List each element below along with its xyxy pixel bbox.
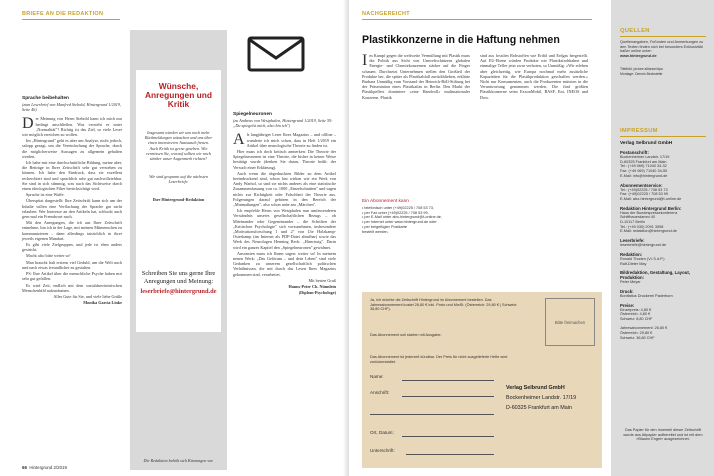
paragraph: Ich habe mir eine durchschnittliche Bildung, meine aber, die Beiträge in Ihrer Zeitschrift sehr gut verstehen zu können. Ich habe den Eindruck, dass sie exzellent recherchiert sind und sprachlich sehr gut nachvollziehbar. Sie sind in sich stimmig, was auch das Sichtweise durch einen ideologischen Filter berücksichtigt wird. <box>22 160 122 192</box>
order-postcard <box>362 292 602 468</box>
imprint-text: Tel.: (+49)02225 / 708 53 73 Fax: (+49)02225 / 708 53 99 E-Mail: abo-hintergrund@t-online.de <box>620 187 682 201</box>
postcard-start-text: Das Abonnement soll starten mit Ausgabe: <box>370 333 442 337</box>
subscription-item: • per beigefügter Postkarte <box>362 224 408 229</box>
paragraph: er Meinung von Herrn Siebold kann ich mich nur bedingt anschließen. Was versteht er unter „Normalität"? Richtig ist das Ziel, so viele Leser wie möglich erreichen zu wollen. <box>22 116 122 138</box>
imprint-text: Peter Meyer <box>620 280 641 285</box>
address-field-2[interactable] <box>370 414 494 415</box>
name-field[interactable] <box>402 380 494 381</box>
page-footer <box>22 465 67 470</box>
callout-title: Wünsche, Anregungen und Kritik <box>145 81 212 109</box>
letter-2-signature: Hanns-Peter Ch. Nünnlein <box>288 284 336 290</box>
paragraph: Ansonsten muss ich Ihnen sagen: weiter so! In meinem neuen Werk: „Das Geförum – und dein Leben" sind viele Gedanken zu unserem gesellschaftlich politischen Verhältnissen, die mit durch das Lesen Ihres Magazins gekommen sind, verarbeitet. <box>233 250 336 277</box>
field-label-date: Ort, Datum: <box>370 430 394 435</box>
letter-2-signature-role: (Diplom-Psychologe) <box>298 290 336 296</box>
right-page <box>349 0 714 476</box>
letter-2 <box>233 112 336 297</box>
stamp-area: Bitte freimachen <box>545 298 595 346</box>
letter-1 <box>22 96 122 306</box>
imprint-heading: Bildredaktion, Gestaltung, Layout, Produktion: <box>620 270 690 281</box>
paragraph: Man braucht halt erstens viel Geduld, um die Welt nach und nach etwas freundlicher zu gestalten. <box>22 259 122 270</box>
article-column-2 <box>480 53 588 100</box>
subscription-end: bestellt werden. <box>362 229 389 234</box>
callout-body-2: Wir sind gespannt auf die nächsten Leserbriefe. <box>149 174 208 185</box>
section-rule <box>22 19 120 20</box>
callout-note: Die Redaktion behält sich Kürzungen vor. <box>143 458 214 463</box>
imprint-heading: Postanschrift: <box>620 150 649 155</box>
paragraph: Sprache ist eine Waffe. <box>26 192 65 198</box>
postcard-address-city: D-60325 Frankfurt am Main <box>506 405 572 411</box>
article-text-1: m Kampf gegen die weltweite Vermüllung mit Plastik muss die Politik aus Sicht von Umweltschützern globalen Energie- und Chemiekonzernen stärker auf die Finger schauen. Durchsetzt Unternehmen stellen den Großteil der Produkte her, die später als Plastikabfall zurückblieben, erklärte Barbara Unmüßig vom Vorstand der Heinrich-Böll-Stiftung bei der Präsentation eines Plastikatlas in Berlin. Den Markt der Plastikpellets dominiere »eine Handvoll« multinationaler Konzerne. Plastik <box>362 53 470 100</box>
callout-email-link[interactable]: leserbriefe@hintergrund.de <box>140 288 217 295</box>
paragraph: Macht also bitte weiter so! <box>26 253 71 259</box>
letter-2-body <box>233 132 336 295</box>
field-label-name: Name: <box>370 374 384 379</box>
subscription-item: • per Internet unter www.hintergrund.de oder <box>362 220 437 225</box>
signature-field[interactable] <box>406 454 494 455</box>
subscription-info <box>362 199 470 234</box>
article-text-2: sind aus fossilen Rohstoffen wie Erdöl und Erdgas hergestellt. Auf EU-Ebene würden Produkte wie Plastikstrohhalme und einmalige Teller jetzt zwar verboten, so Unmüßig. »Wir erleben aber gleichzeitig, wie Europa nochmal mehr zusätzliche Kapazitäten für die Plastikproduktion geschaffen werden.« Nicht nur Konsumenten, auch die Produzenten müssten in die Verantwortung genommen werden. Die fünf größten Plastikkonzerne seien ExxonMobil, BASF, Eni, INEOS und Dow. <box>480 53 588 100</box>
section-rule <box>620 136 706 137</box>
paragraph: PS: Ihre Artikel über die menschliche Psyche haben mir sehr gut gefallen. <box>22 271 122 282</box>
subscription-item: • per E-Mail unter abo-hintergrund@t-online.de, <box>362 215 442 220</box>
article-headline: Plastikkonzerne in die Haftung nehmen <box>362 34 560 46</box>
sources-text: Quellenangaben, Fußnoten und Anmerkungen zu den Texten finden sich bei besonders Exklusivität haßer online unter: <box>620 40 704 54</box>
letter-1-signature: Monika Garcia Linke <box>83 300 122 306</box>
imprint-heading: Preise: <box>620 302 635 308</box>
postcard-address-street: Bockenheimer Landstr. 17/19 <box>506 395 577 401</box>
letter-1-body <box>22 116 122 305</box>
paragraph: Im „Hintergrund" geht es aber um Analyse, nicht jedoch, salopp gesagt, um die Vereinfachung der Sprache, durch die möglicherweise Aussagen zu allgemein gehalten werden. <box>22 138 122 159</box>
paragraph: Es gibt viele Zielgruppen, und jede ist eben anders gestrickt. <box>22 242 122 253</box>
sources-url-link[interactable]: www.hintergrund.de <box>620 54 657 59</box>
callout-card <box>136 70 221 332</box>
subscription-item: • per Fax unter (+49)02225 / 708 53 99, <box>362 210 429 215</box>
paragraph: Hier muss ich doch kritisch anmerken: Die Theorie der Spiegelneuronen ist eine Theorie, die bisher in keiner Weise bestätigt wurde (denken Sie daran, Theorie heißt: der Versuch einer Erklärung). <box>233 149 336 170</box>
paragraph: Alles Gute für Sie, und viele liebe Grüße <box>53 293 122 299</box>
imprint-text: Bockenheimer Landstr. 17/19 D-60325 Frankfurt am Main Tel.: (+49 069) 71040 34-32 Fax: (+49 069) 71040 34-50 E-Mail: info@hintergrund.de <box>620 155 670 178</box>
postcard-cancel-text: Das Abonnement ist jederzeit kündbar. Der Preis für nicht ausgelieferte Hefte wird zurückerstattet. <box>370 355 508 364</box>
imprint-heading: Abonnementservice: <box>620 182 663 188</box>
magazine-issue: Hintergrund 2/2019 <box>29 465 67 470</box>
left-page <box>0 0 349 476</box>
subscription-item: • telefonisch unter (+49)02225 / 708 53 73, <box>362 206 434 210</box>
imprint-publisher: Verlag Selbrund GmbH <box>620 141 673 146</box>
section-rule <box>362 19 592 20</box>
subscription-title: Ein Abonnement kann <box>362 199 409 204</box>
letter-1-source: (zum Leserbrief von Manfred Siebold, Hintergrund 1/2019, Seite 46) <box>22 102 122 113</box>
imprint-heading: Redaktion Hintergrund Berlin: <box>620 205 682 211</box>
paragraph: Mit den Anregungen, die ich aus Ihrer Zeitschrift entnehme, bin ich in der Lage, mit meinen Mitmenschen zu kommunizieren – dann allerdings tatsächlich in ihrer jeweils eigenen Mundart. <box>22 220 122 241</box>
callout-column <box>130 30 227 470</box>
callout-body: Insgesamt würden wir uns noch mehr Rückmeldungen wünschen und uns über einen intensiveren Austausch freuen. Auch Kritik ist gerne gesehen. Wie vermissen Sie, worauf sollten wir noch stärker unser Augenmerk richten? <box>144 130 213 162</box>
section-rule <box>620 36 706 37</box>
paragraph: Auch wenn die abgedruckten Bilder zu dem Artikel beeindruckend sind, schon fast wirken wie ein Werk von Andy Warhol, so sind sie nichts anderes als eine statistische Zusammenfassung von ca. 1000 „Einzelschnitten" und sagen nichts zur Richtigkeit oder Falschheit der Theorie aus. Folgerungen darauf gehören in den Bereich der „Mutmaßungen", also schon nahe am „Märchen". <box>233 170 336 208</box>
paragraph: Mit besten Gruß <box>308 277 336 283</box>
section-heading-letters: BRIEFE AN DIE REDAKTION <box>22 11 104 17</box>
imprint-heading: Redaktion: <box>620 251 643 257</box>
article-dropcap: I <box>362 52 368 69</box>
section-heading-news: NACHGEREICHT <box>362 11 410 17</box>
article-column-1 <box>362 53 470 100</box>
imprint-text: Ronald Thoden (V.i.S.d.P.) Ralf-Dieter May <box>620 256 665 266</box>
letter-1-dropcap: D <box>22 115 34 133</box>
imprint-text: leserbriefe@hintergrund.de <box>620 243 667 248</box>
paragraph: Überspitzt dargestellt: Ihre Zeitschrift kann sich um der Inhalte willen eine Verflachung der Sprache gar nicht erlauben. Wer Interesse an den Artikeln hat, schluckt auch gern mal ein Fremdwort nach. <box>22 198 122 220</box>
paragraph: Es wird Zeit, endlich mit dem sozialdarwinistischen Menschenbild aufzuräumen. <box>22 282 122 293</box>
imprint-text: Bonifatius Druckerei Paderborn <box>620 293 673 298</box>
imprint-title: IMPRESSUM <box>620 128 658 134</box>
paragraph: ls langjähriger Leser Ihres Magazins – und offline – wunderte ich mich schon, dass in Heft 1/2019 ein Artikel über neurologische Theorie zu finden ist. <box>246 132 336 148</box>
letter-2-dropcap: A <box>233 131 245 149</box>
callout-sign: Ihre Hintergrund-Redaktion <box>152 197 205 202</box>
postcard-order-text: Ja, ich möchte die Zeitschrift Hintergrund im Abonnement bestellen. Das Jahresabonnement kostet 26,80 € inkl. Porto und MwSt. (Österreich: 29,80 € | Schweiz: 36,80 CHF). <box>370 298 518 312</box>
field-label-address: Anschrift: <box>370 390 390 395</box>
paper-note: Das Papier für den Innenteil dieser Zeitschrift wurde aus Altpapier aufbereitet und ist mit dem »Blauen Engel« ausgezeichnet. <box>623 428 703 442</box>
imprint-text: Haus der Bundespressekonferenz Schiffbauerdamm 40 D-10117 Berlin Tel.: (+49 030) 2091 3598 E-Mail: redaktion@hintergrund.de <box>620 210 678 234</box>
photo-credit: Titelbild: picture alliance/dpa Montage: Dennis Beckstette <box>620 66 663 76</box>
info-sidebar <box>611 0 714 476</box>
imprint-text: Einzelpreis: 4,80 € Österreich: 4,80 € Schweiz: 8,80 CHF Jahresabonnement: 26,80 € Österreich: 29,80 € Schweiz: 36,80 CHF <box>620 307 668 340</box>
envelope-icon <box>245 34 307 74</box>
sources-title: QUELLEN <box>620 28 650 34</box>
letter-2-source: (zu Andreas von Westphalen, Hintergrund 1/2019, Seite 59: „Du spiegelst mich, also bin ich") <box>233 118 333 129</box>
postcard-address-name: Verlag Selbrund GmbH <box>506 385 565 391</box>
sources-box <box>620 28 706 76</box>
address-field[interactable] <box>402 396 494 397</box>
imprint-box <box>620 128 706 341</box>
imprint-heading: Leserbriefe: <box>620 238 645 244</box>
callout-cta: Schreiben Sie uns gerne Ihre Anregungen und Meinung: <box>141 270 216 285</box>
field-label-signature: Unterschrift: <box>370 448 395 453</box>
page-number: 66 <box>22 465 27 470</box>
date-field[interactable] <box>402 436 494 437</box>
letter-1-title: Sprache beibehalten <box>22 96 69 101</box>
paragraph: Ich empfehle Herrn von Westphalen nun umfassenderen Verständnis unseres gesellschaftlichen Bezugs – ob Miteinander oder Gegeneinander – die Schriften der „Kritischen Psychologie" sich vorzunehmen, insbesondere „Motivationsforschung 1 und 2" von Ute Holzkamp-Osterkamp (im Internet als PDF-Datei abrufbar) sowie das Werk des Neurologen Henning Beck: „Hirnrissig". Darin wird ein ganzes Kapitel den „Spiegelneuronen" gewidmet. <box>233 208 336 250</box>
imprint-heading: Druck: <box>620 288 634 294</box>
letter-2-title: Spiegelneuronen <box>233 112 272 117</box>
